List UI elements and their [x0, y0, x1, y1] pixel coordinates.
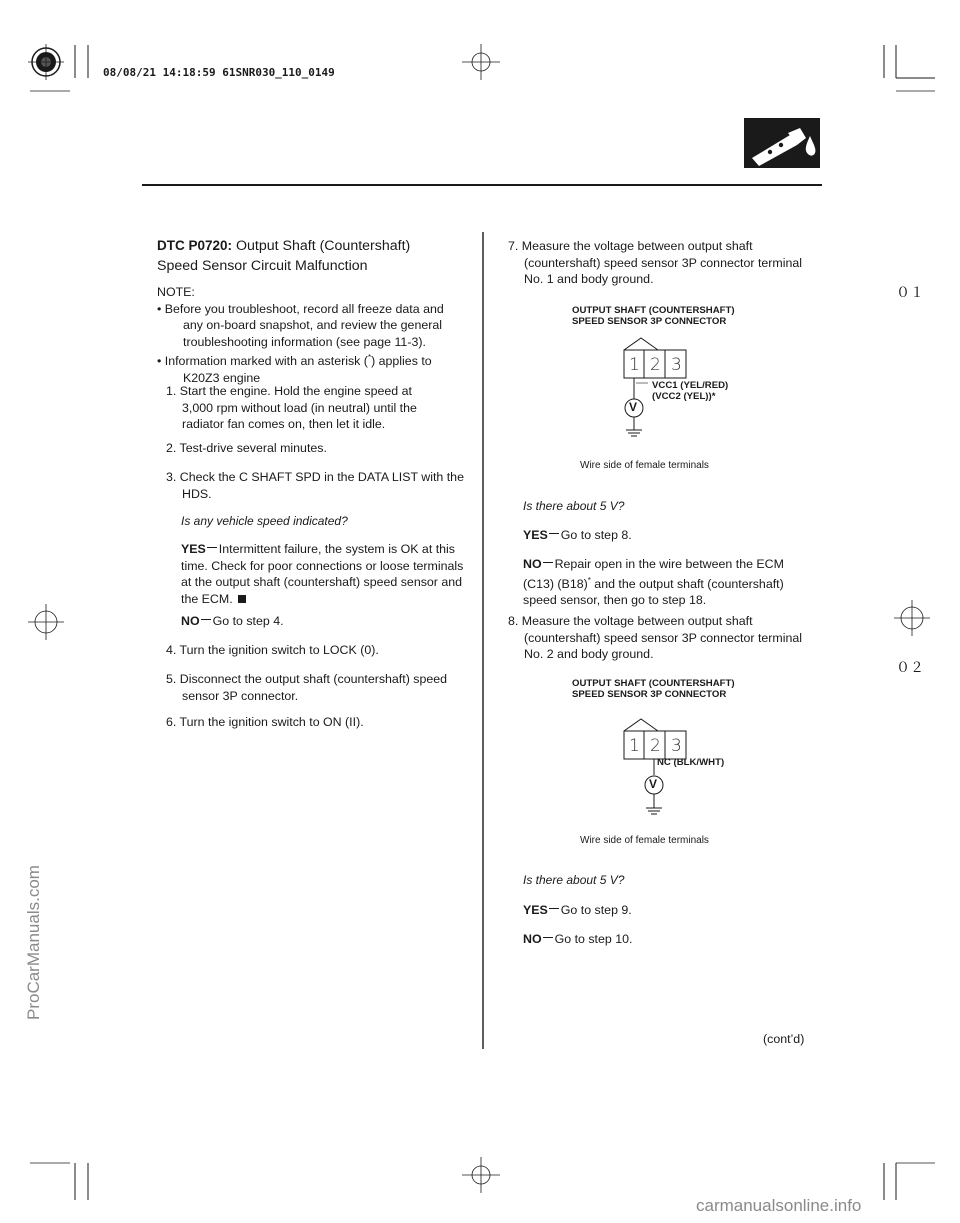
crosshair-left-icon [28, 604, 64, 640]
note-label: NOTE: [157, 285, 195, 299]
note-line: K20Z3 engine [183, 370, 261, 385]
print-stamp: 08/08/21 14:18:59 61SNR030_110_0149 [103, 66, 335, 79]
note-block [157, 284, 444, 386]
no-branch-8: NO Go to step 10. [523, 932, 633, 946]
question-3: Is any vehicle speed indicated? [181, 514, 348, 528]
note-line: troubleshooting information (see page 11-3). [183, 334, 426, 349]
step-5: 5. Disconnect the output shaft (countershaft) speed sensor 3P connector. [166, 672, 448, 703]
page-title [157, 236, 410, 276]
watermark-left: ProCarManuals.com [24, 865, 43, 1020]
fuel-emissions-section-icon [744, 118, 820, 168]
step-4: 4. Turn the ignition switch to LOCK (0). [166, 643, 379, 657]
margin-marker-1: ０１ [896, 285, 924, 301]
note-line: • Before you troubleshoot, record all freeze data and [157, 301, 444, 316]
margin-marker-2: ０２ [896, 660, 924, 676]
diagram-2-caption: OUTPUT SHAFT (COUNTERSHAFT) SPEED SENSOR 3P CONNECTOR [572, 678, 735, 700]
step-3: 3. Check the C SHAFT SPD in the DATA LIST with the HDS. [166, 470, 464, 501]
note-line: • Information marked with an asterisk (*) applies to [157, 353, 432, 369]
question-7: Is there about 5 V? [523, 499, 625, 513]
step-7: 7. Measure the voltage between output shaft (countershaft) speed sensor 3P connector terminal No. 1 and body ground. [508, 239, 803, 286]
no-branch-7: NO Repair open in the wire between the ECM (C13) (B18)* and the output shaft (countershaft) speed sensor, then go to step 18. [523, 557, 784, 608]
crosshair-top-icon [462, 44, 500, 80]
question-8: Is there about 5 V? [523, 873, 625, 887]
voltmeter-icon: V [649, 777, 658, 791]
yes-branch-3: YES Intermittent failure, the system is OK at this time. Check for poor connections or loose terminals at the output shaft (countershaft) speed sensor and the ECM. [181, 542, 464, 606]
diagram-1-footer: Wire side of female terminals [580, 460, 709, 471]
crosshair-bottom-icon [462, 1157, 500, 1193]
step-2: 2. Test-drive several minutes. [166, 441, 327, 455]
diagram-1-wire-label: VCC1 (YEL/RED) (VCC2 (YEL))* [652, 380, 729, 402]
voltmeter-icon: V [629, 400, 638, 414]
title-line-2: Speed Sensor Circuit Malfunction [157, 258, 368, 274]
step-1: 1. Start the engine. Hold the engine speed at 3,000 rpm without load (in neutral) until the radiator fan comes on, then let it idle. [166, 384, 417, 431]
registration-target-icon [28, 44, 64, 80]
title-line-1: Output Shaft (Countershaft) [232, 238, 411, 254]
yes-branch-8: YES Go to step 9. [523, 903, 632, 917]
yes-branch-7: YES Go to step 8. [523, 528, 632, 542]
diagram-1-caption: OUTPUT SHAFT (COUNTERSHAFT) SPEED SENSOR 3P CONNECTOR [572, 305, 735, 327]
watermark-bottom: carmanualsonline.info [696, 1196, 862, 1215]
step-8: 8. Measure the voltage between output shaft (countershaft) speed sensor 3P connector terminal No. 2 and body ground. [508, 614, 803, 661]
continued-label: (cont’d) [763, 1032, 805, 1046]
no-branch-3: NO Go to step 4. [181, 614, 284, 628]
step-6: 6. Turn the ignition switch to ON (II). [166, 715, 364, 729]
crosshair-right-icon [894, 600, 930, 636]
dtc-code: DTC P0720: [157, 238, 233, 253]
diagram-2-wire-label: NC (BLK/WHT) [657, 757, 725, 768]
end-square-icon [238, 595, 246, 603]
note-line: any on-board snapshot, and review the general [183, 318, 442, 332]
diagram-2-footer: Wire side of female terminals [580, 835, 709, 846]
